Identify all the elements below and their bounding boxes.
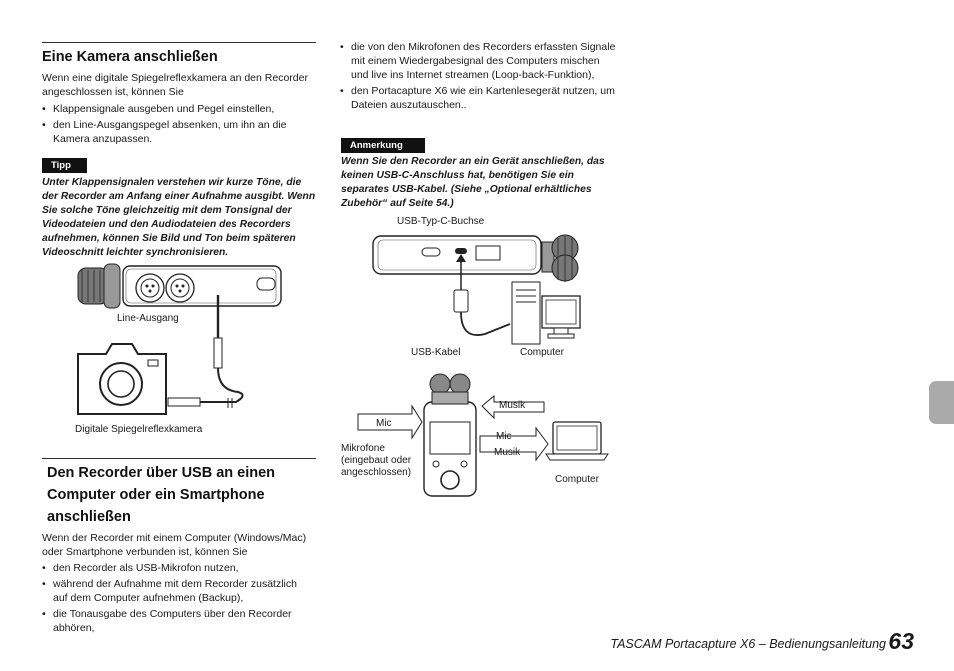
camera-bullets	[42, 102, 314, 148]
camera-icon	[74, 340, 170, 418]
usb-port-label: USB-Typ-C-Buchse	[397, 216, 485, 227]
microphones-label: Mikrofone (eingebaut oder angeschlossen)	[341, 443, 412, 478]
usb-cable-label: USB-Kabel	[411, 347, 461, 358]
musik-right-label: Musik	[494, 447, 521, 458]
camera-heading: Eine Kamera anschließen	[42, 49, 218, 65]
computer-label-1: Computer	[520, 347, 564, 358]
usb-heading: Den Recorder über USB an einen Computer oder ein Smartphone anschließen	[47, 465, 276, 525]
list-item: • während der Aufnahme mit dem Recorder zusätzlich auf dem Computer aufnehmen (Backup),	[42, 577, 314, 605]
chapter-tab	[929, 381, 954, 424]
heading-rule	[42, 42, 316, 43]
list-item: • den Recorder als USB-Mikrofon nutzen,	[42, 561, 314, 575]
list-item: • Klappensignale ausgeben und Pegel einstellen,	[42, 102, 314, 116]
tip-text: Unter Klappensignalen verstehen wir kurze Töne, die der Recorder am Anfang einer Aufnahme ausgibt. Wenn Sie solche Töne gleichzeitig mit dem Tonsignal der Videodateien und den Audiodateien des Recorders aufnehmen, können Sie Bild und Ton beim späteren Videoschnitt leichter synchronisieren.	[42, 177, 316, 258]
page-number: 63	[888, 628, 914, 654]
musik-top-label: Musik	[499, 400, 526, 411]
usb-intro: Wenn der Recorder mit einem Computer (Windows/Mac) oder Smartphone verbunden ist, können Sie	[42, 532, 307, 558]
list-item: • den Line-Ausgangspegel absenken, um ihn an die Kamera anzupassen.	[42, 118, 314, 146]
mic-right-label: Mic	[496, 431, 512, 442]
tip-badge: Tipp	[42, 158, 87, 173]
list-item: • die Tonausgabe des Computers über den Recorder abhören,	[42, 607, 314, 635]
usb-bullets-continued	[340, 40, 616, 114]
usb-bullets	[42, 561, 314, 637]
list-item: • den Portacapture X6 wie ein Kartenlesegerät nutzen, um Dateien auszutauschen..	[340, 84, 616, 112]
usb-connection-diagram	[370, 228, 600, 348]
footer-text: TASCAM Portacapture X6 – Bedienungsanleitung	[610, 637, 886, 651]
heading-rule	[42, 458, 316, 459]
camera-intro: Wenn eine digitale Spiegelreflexkamera an den Recorder angeschlossen ist, können Sie	[42, 72, 308, 98]
note-text: Wenn Sie den Recorder an ein Gerät anschließen, das keinen USB-C-Anschluss hat, benötigen Sie ein separates USB-Kabel. (Siehe „Optional erhältliches Zubehör“ auf Seite 54.)	[341, 156, 605, 209]
list-item: • die von den Mikrofonen des Recorders erfassten Signale mit einem Wiedergabesignal des Computers mischen und live ins Internet streamen (Loop-back-Funktion),	[340, 40, 616, 82]
camera-label: Digitale Spiegelreflexkamera	[75, 424, 203, 435]
mic-left-label: Mic	[376, 418, 392, 429]
note-badge: Anmerkung	[341, 138, 425, 153]
line-out-label: Line-Ausgang	[117, 313, 179, 324]
computer-label-2: Computer	[555, 474, 599, 485]
